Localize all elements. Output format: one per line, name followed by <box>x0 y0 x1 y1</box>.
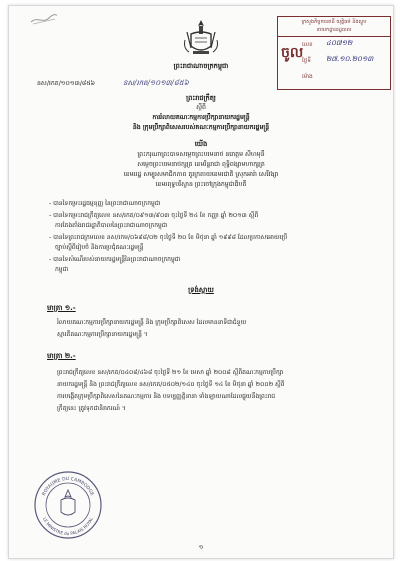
recital-4: - បានទៃសំណើរបស់នាយករដ្ឋមន្ត្រីនៃព្រះរាជាណាចក្រកម្ពុជា <box>49 256 181 263</box>
article-1-label: មាត្រា ១.- <box>47 304 76 312</box>
recital-text: បានទៃកម្រះរាជក្រឹត្យលេខ នស/រកត/០៩១៣/៩០៣ ចុះថ្ងៃទី ២៤ ខែ កញ្ញា ឆ្នាំ ២០១៣ ស្តីពី <box>53 212 259 219</box>
stamp-number-value: ៤០៧១២ <box>326 39 353 47</box>
stamp-date-label: ថ្ងៃទី <box>302 58 311 64</box>
decree-number: នស/រកត/១០១៣/៨៥៦ <box>37 80 96 87</box>
stamp-divider <box>278 36 390 37</box>
article-2-line-3: ការបង្កើតក្រុមប្រឹក្សាពិសេសនៃគណៈកម្មការ និង បទប្បញ្ញត្តិនានា ទាំងឡាយណាដែលផ្ទុយនឹងព្រះរាជ <box>57 393 276 400</box>
decree-heading: ទ្រង់ស្ពាយ <box>188 286 214 294</box>
stamp-time-label: ម៉ោង <box>302 74 313 80</box>
stamp-header-line2: នាយកដ្ឋានរដ្ឋបាល <box>316 27 352 33</box>
recital-2: - បានទៃកម្រះរាជក្រឹត្យលេខ នស/រកត/០៩១៣/៩០៣ ចុះថ្ងៃទី ២៤ ខែ កញ្ញា ឆ្នាំ ២០១៣ ស្តីពី <box>49 212 259 219</box>
document-page <box>8 5 394 559</box>
title-line-1: ការរំលាយគណៈកម្មការប្រឹក្សានាយករដ្ឋមន្ត្រី <box>152 114 250 121</box>
stamp-date-value: ២៧.១០.២០១៣ <box>326 55 374 63</box>
recital-3: - បានទៃព្រះរាជក្រមលេខ នស/រកម/០៦៩៨/០២ ចុះថ្ងៃទី ២០ ខែ មិថុនា ឆ្នាំ ១៩៩៨ ដែលប្រកាសអោយប្រើ <box>49 234 288 241</box>
recital-2-cont <box>55 222 168 230</box>
title-word: ស្តីពី <box>196 104 206 111</box>
article-2-line-1: ព្រះរាជក្រឹត្យលេខ នស/រកត/០៤០៨/៤៦៨ ចុះថ្ងៃទី ២១ ខែ មេសា ឆ្នាំ ២០០៨ ស្តីពីគណៈកម្មការប្រឹក្សា <box>57 369 284 376</box>
recital-1: - បានទៃកម្រះរដ្ឋធម្មនុញ្ញ នៃព្រះរាជាណាចក្រកម្ពុជា <box>49 200 161 207</box>
article-1-line-2: ស្មារតីគណៈកម្មការប្រឹក្សានាយករដ្ឋមន្ត្រី ។ <box>57 331 148 338</box>
receipt-stamp <box>277 16 391 90</box>
royal-palace-seal <box>33 470 103 540</box>
recital-text: ច្បាប់ស្តីពីរៀបចំ និងការប្រជុំគណៈរដ្ឋមន្ត្រី <box>55 244 144 251</box>
sovereign-line-4: ខេមរពុទ្ធបរិស្ទាន ព្រះចៅក្រុងកម្ពុជាធិបតី <box>155 181 247 188</box>
kingdom-title: ព្រះរាជាណាចក្រកម្ពុជា <box>173 62 229 70</box>
stamp-incoming-label: ចូល <box>281 45 304 61</box>
title-line-2: និង ក្រុមប្រឹក្សាពិសេសរបស់គណៈកម្មការប្រឹក្សានាយករដ្ឋមន្ត្រី <box>132 124 270 131</box>
recital-text: កម្ពុជា <box>55 266 69 273</box>
article-1-line-1: រំលាយគណៈកម្មការប្រឹក្សានាយករដ្ឋមន្ត្រី និង ក្រុមប្រឹក្សាពិសេស ដែលមាននាទីជាជំនួយ <box>57 319 247 326</box>
sovereign-line-2: សម្ដេចព្រះបរមនាថក្សត្រ ខេមរិន្ទរាជា ពុទ្ធិពង្សាមហាក្សត្រ <box>137 161 265 168</box>
stamp-number-label: លេខ <box>302 42 313 48</box>
decree-handwritten-number: នស/រកត/១០១៣/៨៥៦ <box>123 79 189 87</box>
recital-text: ការតែងតាំងរាជរដ្ឋាភិបាលនៃព្រះរាជាណាចក្រកម្ពុជា <box>55 222 168 229</box>
recital-text: បានទៃសំណើរបស់នាយករដ្ឋមន្ត្រីនៃព្រះរាជាណាចក្រកម្ពុជា <box>53 256 181 263</box>
stamp-header-line1: ក្រសួងកិច្ចការនាដី យុត្តិធម៌ និងស្ងួប <box>301 19 367 25</box>
page-number: ១ <box>198 544 204 551</box>
article-2-label: មាត្រា ២.- <box>47 352 76 360</box>
seal-text-top: ROYAUME DU CAMBODGE <box>41 476 95 497</box>
recital-text: បានទៃកម្រះរដ្ឋធម្មនុញ្ញ នៃព្រះរាជាណាចក្រកម្ពុជា <box>53 200 161 207</box>
sovereign-we: យើង <box>194 140 208 148</box>
decree-label: ព្រះរាជក្រឹត្យ <box>186 94 216 102</box>
sovereign-line-1: ព្រះករុណាព្រះបាទសម្ដេចព្រះបរមនាថ នរោត្តម សីហមុនី <box>137 151 265 158</box>
article-2-line-4: ក្រឹត្យនេះ ត្រូវទុកជានិរាករណ៍ ។ <box>57 405 126 412</box>
article-2-line-2: នាយករដ្ឋមន្ត្រី និង ព្រះរាជក្រឹត្យលេខ នស/រកត/០៥០២/១៤០ ចុះថ្ងៃទី ១៤ ខែ មិថុនា ឆ្នាំ ២០០២ ស្តីពី <box>57 381 285 388</box>
recital-4-cont <box>55 266 68 274</box>
seal-text-bottom: LE MINISTRE du PALAIS ROYAL <box>42 516 94 537</box>
recital-3-cont <box>55 244 144 252</box>
recital-text: បានទៃព្រះរាជក្រមលេខ នស/រកម/០៦៩៨/០២ ចុះថ្ងៃទី ២០ ខែ មិថុនា ឆ្នាំ ១៩៩៨ ដែលប្រកាសអោយប្រើ <box>53 234 288 241</box>
royal-coat-of-arms-icon <box>181 18 221 58</box>
handwritten-mark-icon <box>29 12 59 26</box>
sovereign-line-3: ខេមររដ្ឋ សម្បូរសមាជិកភាព តូរក្រតាយខេមរជាតិ ស្រុកអារ៉ា សេរីវង្សា <box>123 171 279 178</box>
